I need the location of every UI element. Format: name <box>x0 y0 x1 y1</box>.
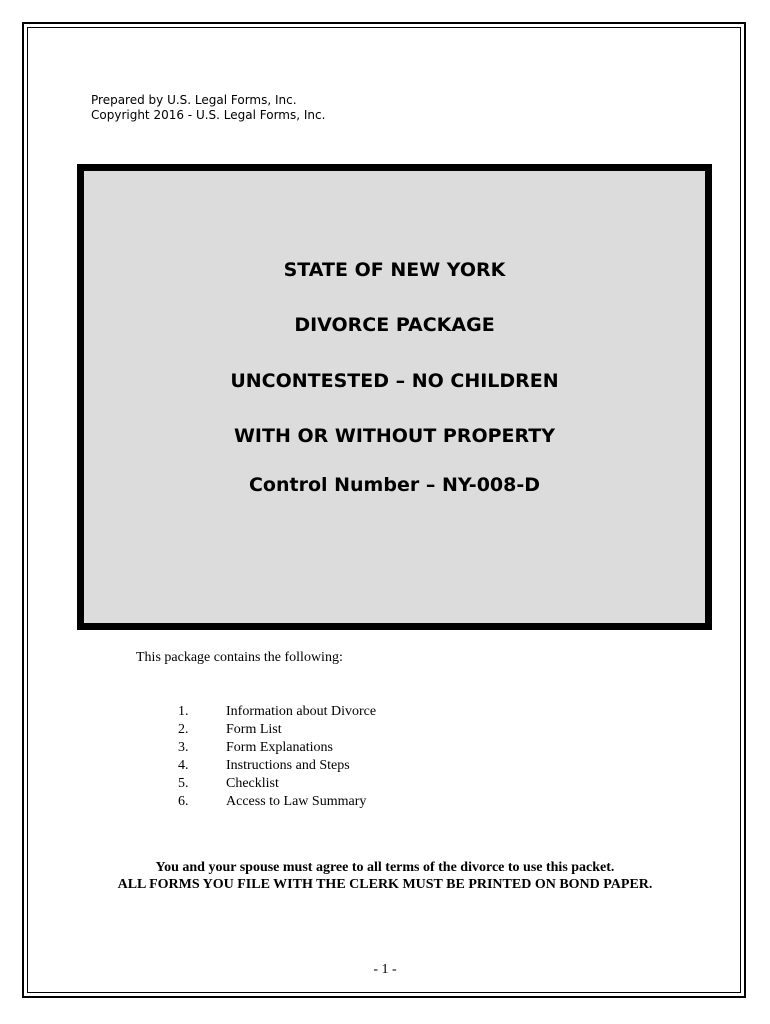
contents-list <box>178 703 376 811</box>
page-number: - 1 - <box>373 962 397 977</box>
list-item-number: 2. <box>178 722 189 737</box>
list-item <box>178 793 376 811</box>
bond-paper-notice: ALL FORMS YOU FILE WITH THE CLERK MUST BE PRINTED ON BOND PAPER. <box>117 877 653 892</box>
list-item-number: 6. <box>178 794 189 809</box>
copyright-text: Copyright 2016 - U.S. Legal Forms, Inc. <box>91 108 326 122</box>
list-item <box>178 721 376 739</box>
prepared-by-block <box>91 93 325 123</box>
list-item <box>178 775 376 793</box>
list-item <box>178 703 376 721</box>
contents-intro: This package contains the following: <box>136 650 343 665</box>
list-item-label: Instructions and Steps <box>226 758 350 773</box>
list-item-number: 4. <box>178 758 189 773</box>
list-item-number: 3. <box>178 740 189 755</box>
property-line: WITH OR WITHOUT PROPERTY <box>233 425 556 447</box>
package-type: UNCONTESTED – NO CHILDREN <box>230 370 559 392</box>
prepared-by-text: Prepared by U.S. Legal Forms, Inc. <box>91 93 297 107</box>
list-item <box>178 757 376 775</box>
list-item-label: Form List <box>226 722 282 737</box>
list-item <box>178 739 376 757</box>
list-item-label: Information about Divorce <box>226 704 377 719</box>
agreement-notice: You and your spouse must agree to all terms of the divorce to use this packet. <box>155 860 615 875</box>
state-title: STATE OF NEW YORK <box>283 259 506 281</box>
list-item-number: 1. <box>178 704 189 719</box>
title-box <box>77 164 712 630</box>
list-item-label: Form Explanations <box>226 740 333 755</box>
list-item-number: 5. <box>178 776 189 791</box>
control-number: Control Number – NY-008-D <box>248 474 541 496</box>
list-item-label: Access to Law Summary <box>226 794 367 809</box>
list-item-label: Checklist <box>226 776 279 791</box>
package-title: DIVORCE PACKAGE <box>294 314 495 336</box>
